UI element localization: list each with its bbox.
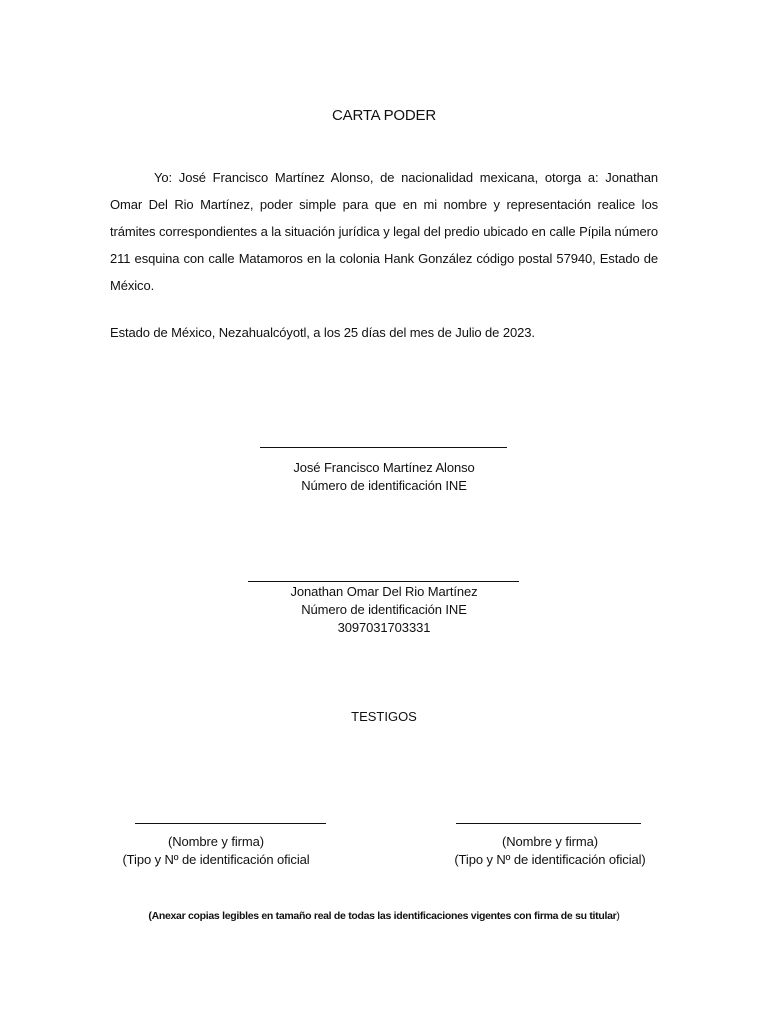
witness-1-block [108,833,324,869]
grantor-name: José Francisco Martínez Alonso [293,460,475,475]
witnesses-heading: TESTIGOS [351,709,417,724]
grantee-signature-line [248,581,519,582]
witness-2-id-label: (Tipo y Nº de identificación oficial) [454,852,646,867]
witness-1-signature-line [135,823,326,824]
footnote [0,910,768,922]
footnote-open-paren: ( [148,910,152,922]
body-paragraph: Yo: José Francisco Martínez Alonso, de nacionalidad mexicana, otorga a: Jonathan Omar Del Rio Martínez, poder simple para que en mi nombre y representación realice los trámites correspondientes a la situación jurídica y legal del predio ubicado en calle Pípila número 211 esquina con calle Matamoros en la colonia Hank González código postal 57940, Estado de México. [110,170,658,293]
footnote-close-paren: ) [616,910,620,922]
grantee-id-number: 3097031703331 [337,620,431,635]
witness-2-name-label: (Nombre y firma) [502,834,598,849]
grantor-id-label: Número de identificación INE [301,478,467,493]
witness-2-signature-line [456,823,641,824]
place-date: Estado de México, Nezahualcóyotl, a los 25 días del mes de Julio de 2023. [110,325,535,340]
grantor-signature-line [260,447,507,448]
witness-1-id-label: (Tipo y Nº de identificación oficial [122,852,310,867]
witness-1-name-label: (Nombre y firma) [168,834,264,849]
footnote-text: Anexar copias legibles en tamaño real de todas las identificaciones vigentes con firma de su titular [151,910,617,922]
witness-2-block [440,833,660,869]
grantee-name: Jonathan Omar Del Rio Martínez [290,584,478,599]
page-title: CARTA PODER [332,107,436,124]
grantee-id-label: Número de identificación INE [301,602,467,617]
